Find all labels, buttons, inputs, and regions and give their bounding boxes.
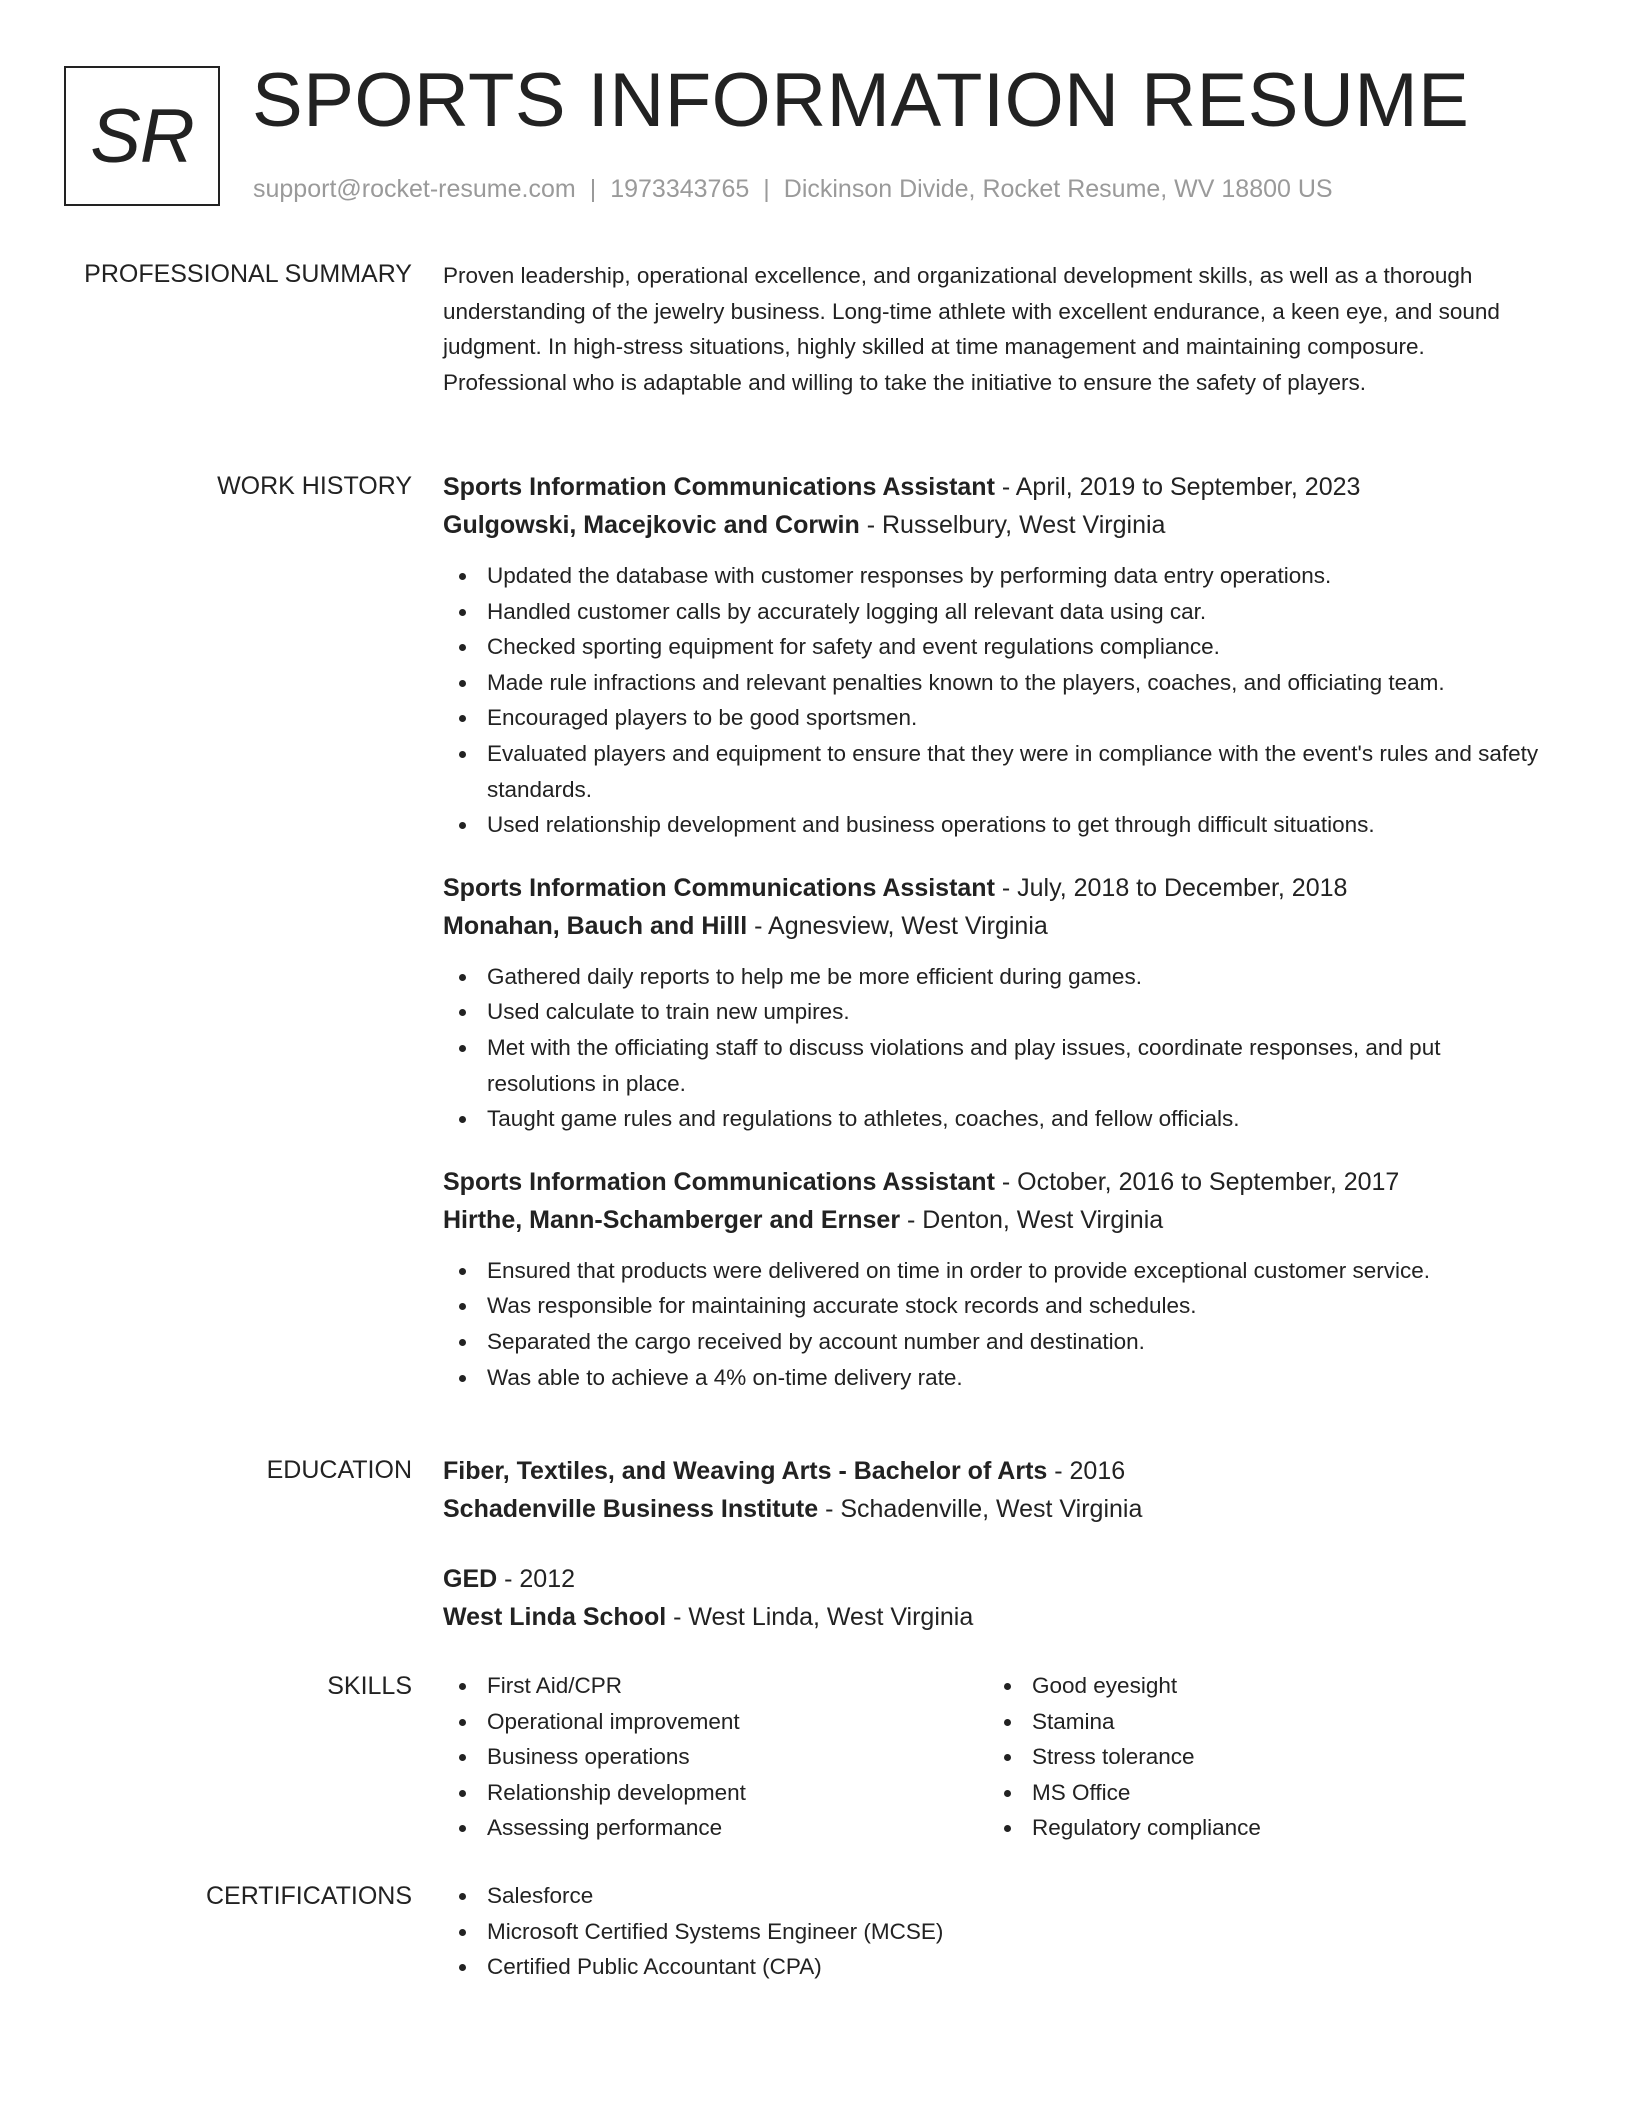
school-location: - West Linda, West Virginia: [666, 1603, 974, 1631]
section-body: [443, 1878, 1553, 1985]
list-item: Salesforce: [443, 1878, 1553, 1914]
job-company-line: [443, 506, 1553, 544]
degree-line: [443, 1560, 1553, 1598]
postal-address: Dickinson Divide, Rocket Resume, WV 18800 US: [783, 175, 1333, 203]
list-item: Assessing performance: [443, 1810, 988, 1846]
list-item: Used calculate to train new umpires.: [443, 994, 1553, 1030]
section-heading: WORK HISTORY: [217, 472, 412, 500]
section-body: [443, 1668, 1553, 1846]
section-body: [443, 468, 1553, 1395]
job-title: Sports Information Communications Assistant: [443, 1167, 995, 1196]
list-item: Separated the cargo received by account number and destination.: [443, 1324, 1553, 1360]
phone-number: 1973343765: [610, 175, 750, 203]
list-item: Made rule infractions and relevant penalties known to the players, coaches, and officiating team.: [443, 665, 1553, 701]
list-item: Operational improvement: [443, 1704, 988, 1740]
degree-year: - 2012: [497, 1565, 576, 1593]
list-item: Gathered daily reports to help me be more efficient during games.: [443, 959, 1553, 995]
skills-list: [988, 1668, 1533, 1846]
list-item: Taught game rules and regulations to athletes, coaches, and fellow officials.: [443, 1101, 1553, 1137]
certifications-list: [443, 1878, 1553, 1985]
resume-title: SPORTS INFORMATION RESUME: [252, 58, 1470, 143]
school-name: Schadenville Business Institute: [443, 1495, 819, 1523]
job-entry: [443, 1163, 1553, 1395]
list-item: Stamina: [988, 1704, 1533, 1740]
list-item: Certified Public Accountant (CPA): [443, 1949, 1553, 1985]
section-heading: PROFESSIONAL SUMMARY: [84, 260, 412, 288]
list-item: Was able to achieve a 4% on-time delivery rate.: [443, 1360, 1553, 1396]
section-heading: CERTIFICATIONS: [205, 1882, 412, 1910]
job-dates: - July, 2018 to December, 2018: [994, 873, 1348, 902]
list-item: Checked sporting equipment for safety and event regulations compliance.: [443, 629, 1553, 665]
job-dates: - October, 2016 to September, 2017: [994, 1167, 1400, 1196]
school-line: [443, 1490, 1553, 1528]
contact-separator: |: [763, 175, 770, 203]
list-item: Met with the officiating staff to discuss violations and play issues, coordinate responses, and put resolutions in place.: [443, 1030, 1553, 1101]
section-heading: SKILLS: [327, 1672, 412, 1700]
degree-name: Fiber, Textiles, and Weaving Arts - Bachelor of Arts: [443, 1457, 1048, 1485]
list-item: Encouraged players to be good sportsmen.: [443, 700, 1553, 736]
job-entry: [443, 869, 1553, 1137]
list-item: Business operations: [443, 1739, 988, 1775]
degree-name: GED: [443, 1565, 498, 1593]
skills-columns: [443, 1668, 1553, 1846]
list-item: Was responsible for maintaining accurate stock records and schedules.: [443, 1288, 1553, 1324]
school-line: [443, 1598, 1553, 1636]
monogram-logo: SR: [64, 66, 220, 206]
skills-column: [443, 1668, 988, 1846]
job-title: Sports Information Communications Assistant: [443, 873, 995, 902]
list-item: Updated the database with customer responses by performing data entry operations.: [443, 558, 1553, 594]
email-address: support@rocket-resume.com: [253, 175, 576, 203]
job-duties: [443, 1253, 1553, 1395]
company-location: - Denton, West Virginia: [900, 1205, 1164, 1234]
job-title-line: [443, 869, 1553, 907]
school-location: - Schadenville, West Virginia: [818, 1495, 1143, 1523]
contact-line: [253, 172, 1333, 206]
degree-year: - 2016: [1047, 1457, 1126, 1485]
list-item: Evaluated players and equipment to ensure that they were in compliance with the event's rules and safety standards.: [443, 736, 1553, 807]
job-company-line: [443, 907, 1553, 945]
school-name: West Linda School: [443, 1603, 667, 1631]
job-duties: [443, 959, 1553, 1137]
job-title-line: [443, 1163, 1553, 1201]
section-heading: EDUCATION: [266, 1456, 412, 1484]
job-dates: - April, 2019 to September, 2023: [994, 473, 1361, 501]
list-item: Good eyesight: [988, 1668, 1533, 1704]
section-body: [443, 1452, 1553, 1636]
company-location: - Agnesview, West Virginia: [747, 911, 1048, 940]
summary-text: Proven leadership, operational excellence, and organizational development skills, as well as a thorough understanding of the jewelry business. Long-time athlete with excellent endurance, a keen eye, and sound judgment. In high-stress situations, highly skilled at time management and maintaining composure. Professional who is adaptable and willing to take the initiative to ensure the safety of players.: [443, 263, 1500, 395]
job-company-line: [443, 1201, 1553, 1239]
list-item: Ensured that products were delivered on time in order to provide exceptional customer service.: [443, 1253, 1553, 1289]
skills-column: [988, 1668, 1533, 1846]
section-body: [443, 256, 1553, 400]
company-name: Hirthe, Mann-Schamberger and Ernser: [443, 1205, 901, 1234]
list-item: Handled customer calls by accurately logging all relevant data using car.: [443, 594, 1553, 630]
skills-list: [443, 1668, 988, 1846]
list-item: Regulatory compliance: [988, 1810, 1533, 1846]
contact-separator: |: [589, 175, 597, 203]
job-title-line: [443, 468, 1553, 506]
job-title: Sports Information Communications Assistant: [443, 473, 995, 501]
list-item: First Aid/CPR: [443, 1668, 988, 1704]
company-name: Gulgowski, Macejkovic and Corwin: [443, 511, 860, 539]
list-item: Used relationship development and business operations to get through difficult situations.: [443, 807, 1553, 843]
company-name: Monahan, Bauch and Hilll: [443, 911, 748, 940]
list-item: Stress tolerance: [988, 1739, 1533, 1775]
degree-line: [443, 1452, 1553, 1490]
list-item: Microsoft Certified Systems Engineer (MCSE): [443, 1914, 1553, 1950]
job-entry: [443, 468, 1553, 843]
job-duties: [443, 558, 1553, 843]
list-item: Relationship development: [443, 1775, 988, 1811]
list-item: MS Office: [988, 1775, 1533, 1811]
company-location: - Russelbury, West Virginia: [859, 511, 1166, 539]
